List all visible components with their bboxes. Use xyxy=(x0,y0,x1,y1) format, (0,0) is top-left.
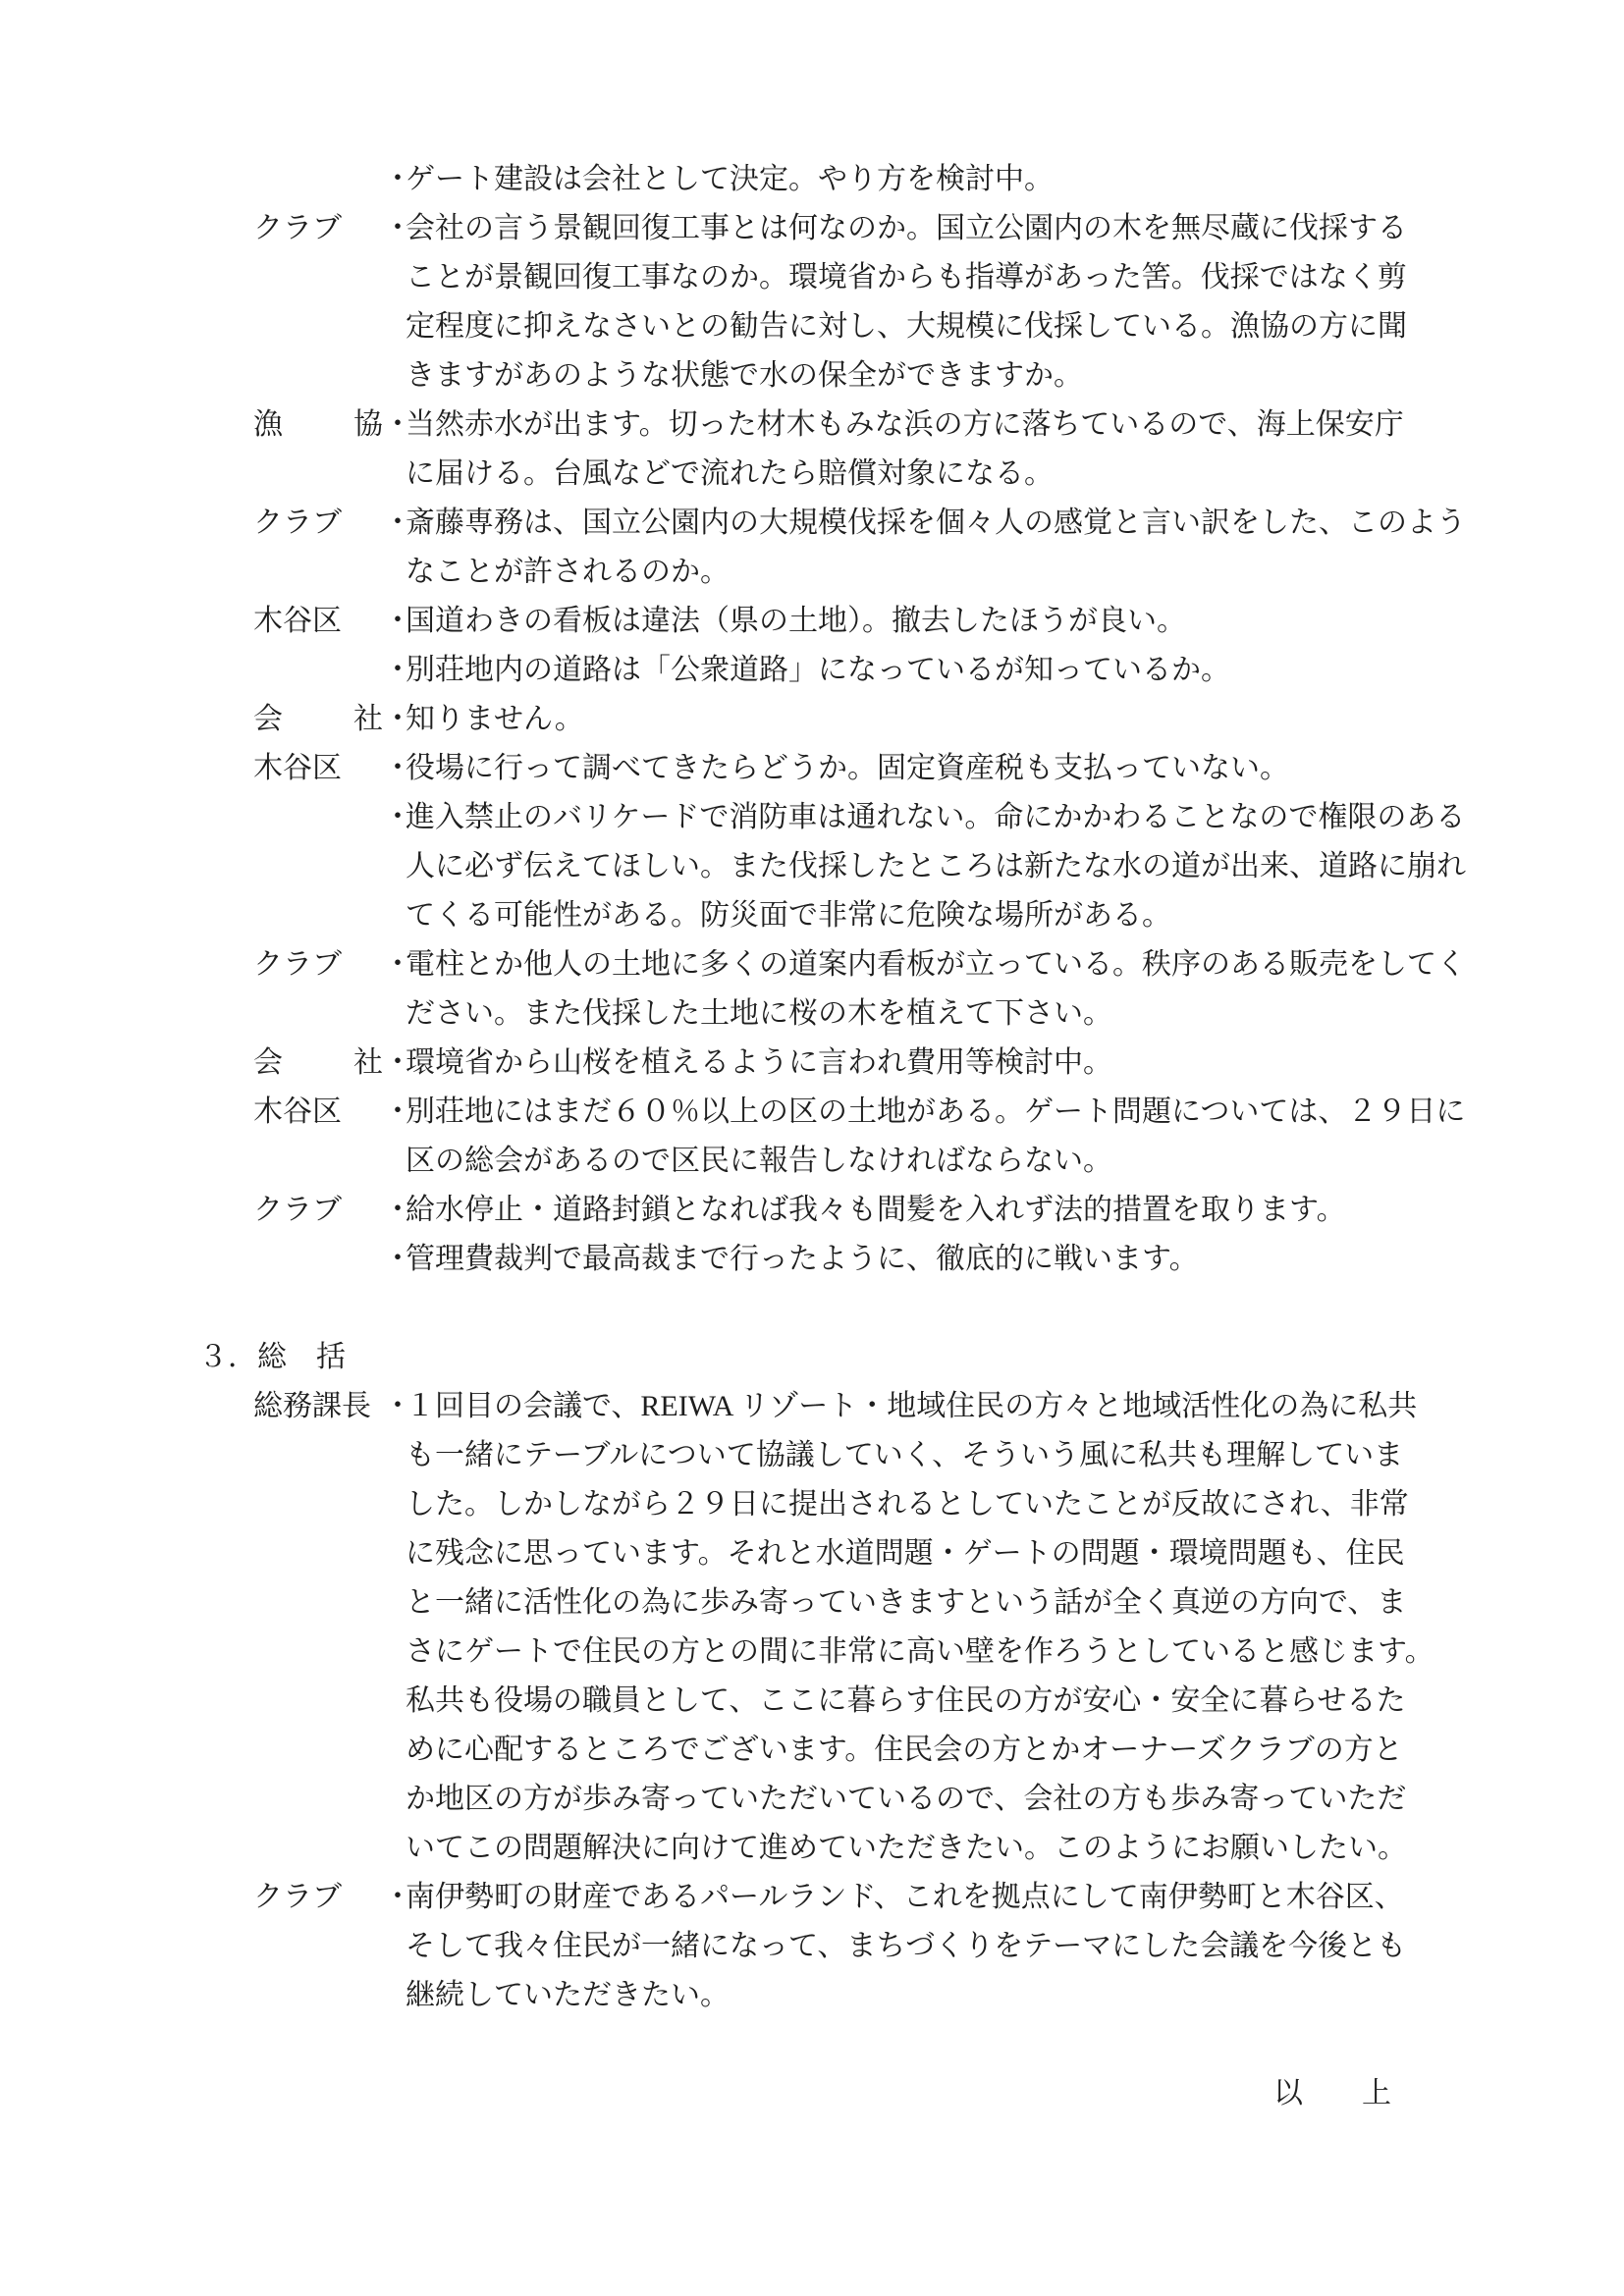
bullet-mark: ・ xyxy=(383,1095,412,1128)
bullet-mark: ・ xyxy=(383,605,412,637)
statement-line: 継続していただきたい。 xyxy=(406,1979,730,2011)
bullet-mark: ・ xyxy=(383,1046,412,1079)
speaker-label: 会 社 xyxy=(253,703,383,735)
statement-lines xyxy=(383,204,1407,400)
speaker-label: 総務課長 xyxy=(253,1390,371,1422)
discussion-section xyxy=(0,155,1624,1284)
statement-lines xyxy=(383,1088,1465,1186)
statement-line: ・別荘地内の道路は「公衆道路」になっているが知っているか。 xyxy=(383,646,1230,695)
statement-line: ことが景観回復工事なのか。環境省からも指導があった筈。伐採ではなく剪 xyxy=(406,261,1407,294)
speaker-label: 漁 協 xyxy=(253,408,383,441)
minutes-row xyxy=(253,1186,1624,1235)
minutes-row xyxy=(253,1235,1624,1284)
statement-lines xyxy=(383,1235,1199,1284)
statement-line: ・斎藤専務は、国立公園内の大規模伐採を個々人の感覚と言い訳をした、このよう xyxy=(383,499,1466,548)
statement-line: ・給水停止・道路封鎖となれば我々も間髪を入れず法的措置を取ります。 xyxy=(383,1186,1346,1235)
statement-lines xyxy=(383,499,1466,597)
speaker-label: クラブ xyxy=(253,1881,342,1913)
statement-lines xyxy=(383,1039,1112,1088)
statement-line: いてこの問題解決に向けて進めていただきたい。このようにお願いしたい。 xyxy=(406,1832,1407,1864)
minutes-row xyxy=(253,597,1624,646)
statement-line: ・会社の言う景観回復工事とは何なのか。国立公園内の木を無尽蔵に伐採する xyxy=(383,204,1407,253)
statement-line: に残念に思っています。それと水道問題・ゲートの問題・環境問題も、住民 xyxy=(406,1537,1405,1570)
statement-line: ・知りません。 xyxy=(383,695,584,744)
speaker-label xyxy=(253,646,383,695)
bullet-mark: ・ xyxy=(383,752,412,784)
statement-lines xyxy=(383,1873,1406,2020)
closing-mark: 以 上 xyxy=(1273,2077,1391,2109)
minutes-row xyxy=(253,499,1624,597)
minutes-row xyxy=(253,744,1624,793)
statement-lines xyxy=(383,646,1230,695)
minutes-row xyxy=(253,1382,1624,1873)
statement-line: と一緒に活性化の為に歩み寄っていきますという話が全く真逆の方向で、ま xyxy=(406,1586,1407,1619)
speaker-label: クラブ xyxy=(253,212,342,244)
minutes-row xyxy=(253,400,1624,499)
statement-line: ・１回目の会議で、REIWA リゾート・地域住民の方々と地域活性化の為に私共 xyxy=(383,1382,1435,1431)
section-gap xyxy=(0,1284,1624,1333)
speaker-label: 会 社 xyxy=(253,1046,383,1079)
minutes-row xyxy=(253,1088,1624,1186)
statement-line: ・国道わきの看板は違法（県の土地）。撤去したほうが良い。 xyxy=(383,597,1186,646)
statement-line: てくる可能性がある。防災面で非常に危険な場所がある。 xyxy=(406,899,1171,932)
statement-line: 人に必ず伝えてほしい。また伐採したところは新たな水の道が出来、道路に崩れ xyxy=(406,850,1466,882)
statement-lines xyxy=(383,793,1466,940)
statement-lines xyxy=(383,744,1289,793)
bullet-mark: ・ xyxy=(383,948,412,981)
statement-lines xyxy=(383,940,1466,1039)
bullet-mark: ・ xyxy=(383,1390,412,1422)
bullet-mark: ・ xyxy=(383,703,412,735)
statement-line: ・進入禁止のバリケードで消防車は通れない。命にかかわることなので権限のある xyxy=(383,793,1466,842)
bullet-mark: ・ xyxy=(383,163,412,195)
speaker-label: クラブ xyxy=(253,507,342,539)
statement-line: ・役場に行って調べてきたらどうか。固定資産税も支払っていない。 xyxy=(383,744,1289,793)
minutes-row xyxy=(253,695,1624,744)
bullet-mark: ・ xyxy=(383,654,412,686)
bullet-mark: ・ xyxy=(383,408,412,441)
speaker-label: クラブ xyxy=(253,1194,342,1226)
statement-lines xyxy=(383,597,1186,646)
statement-line: ・管理費裁判で最高裁まで行ったように、徹底的に戦います。 xyxy=(383,1235,1199,1284)
closing-gap xyxy=(0,2020,1624,2069)
bullet-mark: ・ xyxy=(383,1243,412,1275)
minutes-row xyxy=(253,204,1624,400)
statement-lines xyxy=(383,400,1404,499)
speaker-label xyxy=(253,793,383,842)
minutes-row xyxy=(253,646,1624,695)
minutes-row xyxy=(253,940,1624,1039)
summary-section xyxy=(0,1382,1624,2020)
top-margin xyxy=(0,0,1624,155)
speaker-label: クラブ xyxy=(253,948,342,981)
minutes-row xyxy=(253,1039,1624,1088)
statement-line: ・電柱とか他人の土地に多くの道案内看板が立っている。秩序のある販売をしてく xyxy=(383,940,1466,989)
statement-line: した。しかしながら２９日に提出されるとしていたことが反故にされ、非常 xyxy=(406,1488,1409,1521)
statement-line: に届ける。台風などで流れたら賠償対象になる。 xyxy=(406,457,1054,490)
statement-line: めに心配するところでございます。住民会の方とかオーナーズクラブの方と xyxy=(406,1734,1403,1766)
statement-line: ださい。また伐採した土地に桜の木を植えて下さい。 xyxy=(406,997,1112,1030)
minutes-row xyxy=(253,155,1624,204)
statement-line: きますがあのような状態で水の保全ができますか。 xyxy=(406,359,1083,392)
bullet-mark: ・ xyxy=(383,212,412,244)
bullet-mark: ・ xyxy=(383,507,412,539)
minutes-row xyxy=(253,793,1624,940)
statement-line: ・南伊勢町の財産であるパールランド、これを拠点にして南伊勢町と木谷区、 xyxy=(383,1873,1406,1922)
statement-line: さにゲートで住民の方との間に非常に高い壁を作ろうとしていると感じます。 xyxy=(406,1635,1435,1668)
statement-lines xyxy=(383,1186,1346,1235)
statement-lines xyxy=(383,695,584,744)
statement-line: そして我々住民が一緒になって、まちづくりをテーマにした会議を今後とも xyxy=(406,1930,1407,1962)
statement-lines xyxy=(383,155,1054,204)
statement-line: も一緒にテーブルについて協議していく、そういう風に私共も理解していま xyxy=(406,1439,1404,1471)
minutes-row xyxy=(253,1873,1624,2020)
speaker-label: 木谷区 xyxy=(253,752,342,784)
speaker-label xyxy=(253,1235,383,1284)
statement-line: 私共も役場の職員として、ここに暮らす住民の方が安心・安全に暮らせるた xyxy=(406,1684,1406,1717)
statement-line: なことが許されるのか。 xyxy=(406,556,730,588)
speaker-label: 木谷区 xyxy=(253,605,342,637)
statement-line: ・当然赤水が出ます。切った材木もみな浜の方に落ちているので、海上保安庁 xyxy=(383,400,1404,450)
speaker-label xyxy=(253,155,383,204)
bullet-mark: ・ xyxy=(383,1881,412,1913)
section3-heading: ３．総 括 xyxy=(198,1341,346,1373)
statement-line: ・ゲート建設は会社として決定。やり方を検討中。 xyxy=(383,155,1054,204)
bullet-mark: ・ xyxy=(383,801,412,833)
statement-line: ・環境省から山桜を植えるように言われ費用等検討中。 xyxy=(383,1039,1112,1088)
statement-line: ・別荘地にはまだ６０％以上の区の土地がある。ゲート問題については、２９日に xyxy=(383,1088,1465,1137)
statement-lines xyxy=(383,1382,1435,1873)
statement-line: か地区の方が歩み寄っていただいているので、会社の方も歩み寄っていただ xyxy=(406,1783,1407,1815)
statement-line: 定程度に抑えなさいとの勧告に対し、大規模に伐採している。漁協の方に聞 xyxy=(406,310,1407,343)
speaker-label: 木谷区 xyxy=(253,1095,342,1128)
bullet-mark: ・ xyxy=(383,1194,412,1226)
statement-line: 区の総会があるので区民に報告しなければならない。 xyxy=(406,1145,1112,1177)
